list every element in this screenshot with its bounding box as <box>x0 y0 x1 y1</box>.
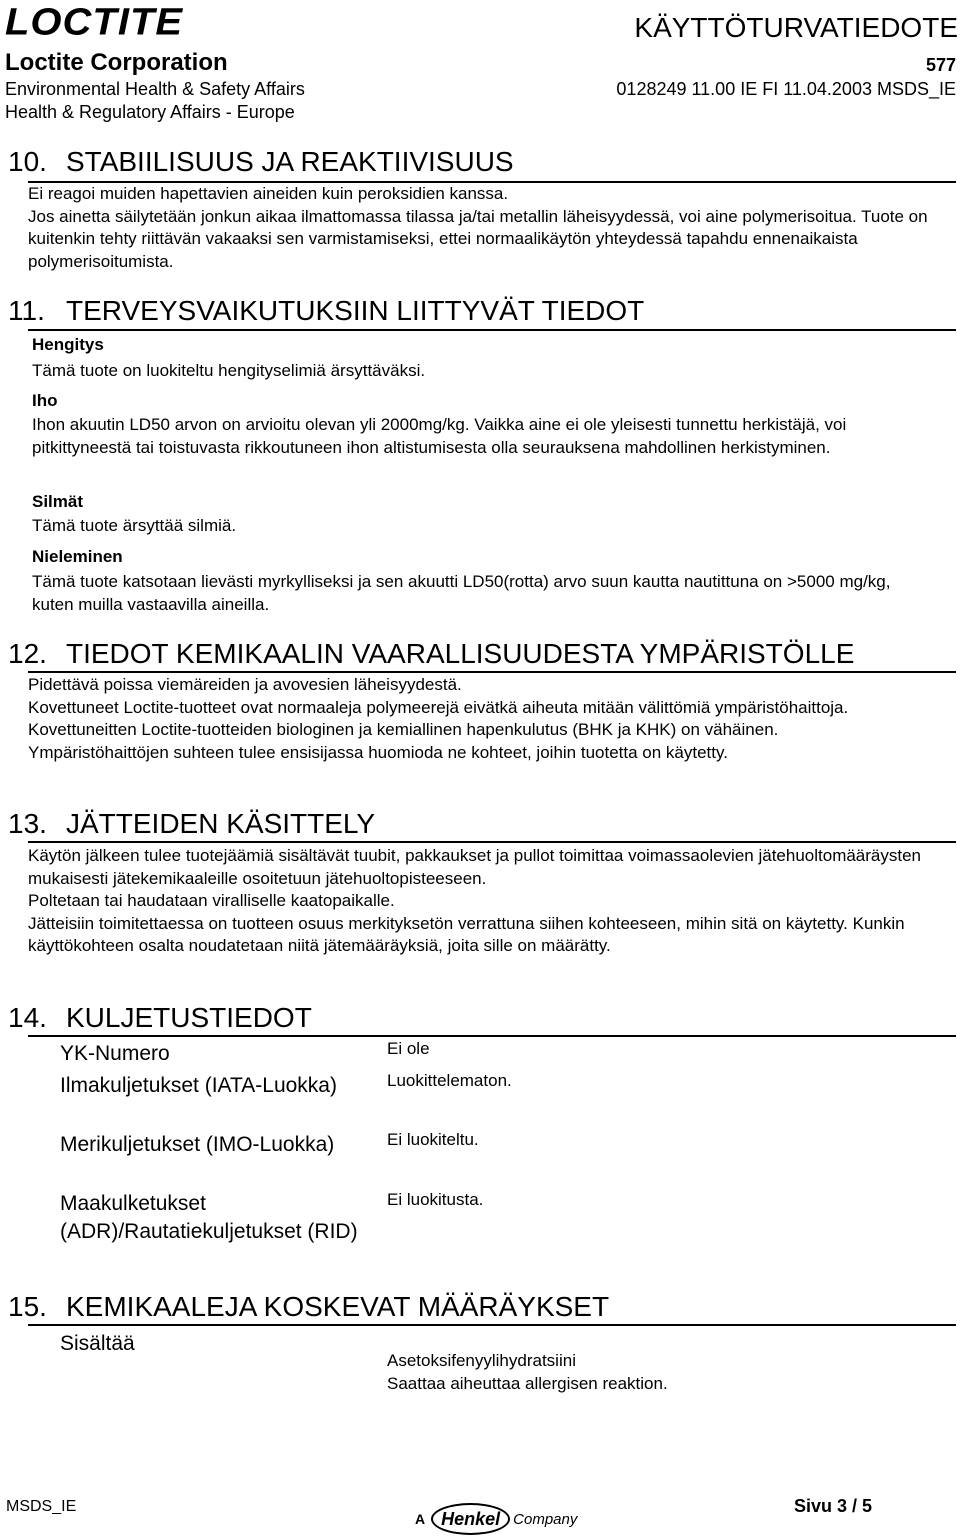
subheading-nieleminen: Nieleminen <box>32 547 123 566</box>
department-ehs: Environmental Health & Safety Affairs <box>5 79 305 99</box>
transport-label-imo: Merikuljetukset (IMO-Luokka) <box>60 1133 335 1156</box>
section-number: 11. <box>8 295 45 326</box>
text-silmat: Tämä tuote ärsyttää silmiä. <box>32 516 237 535</box>
department-regulatory: Health & Regulatory Affairs - Europe <box>5 102 295 122</box>
section-12-heading <box>8 638 854 670</box>
footer-document-id: MSDS_IE <box>6 1498 77 1515</box>
text-hengitys: Tämä tuote on luokiteltu hengityselimiä ärsyttäväksi. <box>32 361 426 380</box>
contains-substance: Asetoksifenyylihydratsiini <box>387 1351 576 1370</box>
section-divider <box>28 671 956 673</box>
section-number: 15. <box>8 1291 47 1322</box>
subheading-silmat: Silmät <box>32 492 84 511</box>
henkel-suffix: Company <box>513 1510 578 1528</box>
revision-number: 577 <box>925 55 956 75</box>
subheading-iho: Iho <box>32 391 58 410</box>
section-number: 12. <box>8 638 47 669</box>
text-iho: Ihon akuutin LD50 arvon on arvioitu olevan yli 2000mg/kg. Vaikka aine ei ole yleisesti tunnettu herkistäjä, voi pitkittyneestä tai toistuvasta rikkoutuneen ihon altistumisesta olla seurauksena mahdollinen herkistyminen. <box>32 415 847 457</box>
section-divider <box>28 329 956 331</box>
section-number: 13. <box>8 808 47 839</box>
transport-value-adr-rid: Ei luokitusta. <box>387 1190 484 1209</box>
section-10-heading <box>8 146 514 178</box>
document-type-title: KÄYTTÖTURVATIEDOTE <box>634 12 958 43</box>
section-title: TIEDOT KEMIKAALIN VAARALLISUUDESTA YMPÄRISTÖLLE <box>66 638 855 669</box>
section-11-heading <box>8 295 644 327</box>
section-title: STABIILISUUS JA REAKTIIVISUUS <box>66 146 514 177</box>
transport-label-adr-rid: Maakulketukset (ADR)/Rautatiekuljetukset (RID) <box>60 1192 358 1243</box>
section-title: KULJETUSTIEDOT <box>66 1002 312 1033</box>
allergy-warning: Saattaa aiheuttaa allergisen reaktion. <box>387 1374 668 1393</box>
section-title: KEMIKAALEJA KOSKEVAT MÄÄRÄYKSET <box>66 1291 610 1322</box>
company-name: Loctite Corporation <box>5 49 228 76</box>
section-number: 14. <box>8 1002 47 1033</box>
section-15-heading <box>8 1291 609 1323</box>
subheading-hengitys: Hengitys <box>32 335 104 354</box>
section-number: 10. <box>8 146 47 177</box>
section-12-text: Pidettävä poissa viemäreiden ja avovesien läheisyydestä. Kovettuneet Loctite-tuotteet ovat normaaleja polymeerejä eivätkä aiheuta mitään välittömiä ympäristöhaittoja. Kovettuneitten Loctite-tuotteiden biologinen ja kemiallinen hapenkulutus (BHK ja KHK) on vähäinen. Ympäristöhaittöjen suhteen tulee ensisijassa huomioda ne kohteet, joihin tuotetta on käytetty. <box>28 675 849 762</box>
transport-value-yk: Ei ole <box>387 1039 430 1058</box>
henkel-logo <box>415 1500 577 1538</box>
henkel-prefix: A <box>415 1511 426 1527</box>
section-divider <box>28 1035 956 1037</box>
henkel-brand: Henkel <box>431 1503 510 1535</box>
section-divider <box>28 1324 956 1326</box>
section-14-heading <box>8 1002 312 1034</box>
transport-label-iata: Ilmakuljetukset (IATA-Luokka) <box>60 1074 337 1097</box>
transport-value-iata: Luokittelematon. <box>387 1071 512 1090</box>
section-title: TERVEYSVAIKUTUKSIIN LIITTYVÄT TIEDOT <box>66 295 645 326</box>
section-13-heading <box>8 808 375 840</box>
document-reference: 0128249 11.00 IE FI 11.04.2003 MSDS_IE <box>616 79 956 99</box>
section-title: JÄTTEIDEN KÄSITTELY <box>66 808 376 839</box>
page-number: Sivu 3 / 5 <box>793 1496 872 1516</box>
contains-label: Sisältää <box>60 1332 135 1355</box>
section-10-text: Ei reagoi muiden hapettavien aineiden kuin peroksidien kanssa. Jos ainetta säilytetään jonkun aikaa ilmattomassa tilassa ja/tai metallin läheisyydessä, voi aine polymerisoitua. Tuote on kuitenkin tehty riittävän vakaaksi sen varmistamiseksi, ettei normaalikäytön yhteydessä tapahdu ennenaikaista polymerisoitumista. <box>28 184 928 271</box>
transport-value-imo: Ei luokiteltu. <box>387 1130 479 1149</box>
text-nieleminen: Tämä tuote katsotaan lievästi myrkylliseksi ja sen akuutti LD50(rotta) arvo suun kautta nautittuna on >5000 mg/kg, kuten muilla vastaavilla aineilla. <box>32 572 891 614</box>
section-13-text: Käytön jälkeen tulee tuotejäämiä sisältävät tuubit, pakkaukset ja pullot toimittaa voimassaolevien jätehuoltomääräysten mukaisesti jätekemikaaleille osoitetuun jätehuoltopisteeseen. Poltetaan tai haudataan viralliselle kaatopaikalle. Jätteisiin toimitettaessa on tuotteen osuus merkityksetön verrattuna siihen kohteeseen, mihin sitä on käytetty. Kunkin käyttökohteen osalta noudatetaan niitä jätemääräyksiä, joita sille on määrätty. <box>28 846 922 955</box>
loctite-logo: LOCTITE <box>5 1 184 43</box>
transport-label-yk: YK-Numero <box>60 1042 170 1065</box>
section-divider <box>28 841 956 843</box>
